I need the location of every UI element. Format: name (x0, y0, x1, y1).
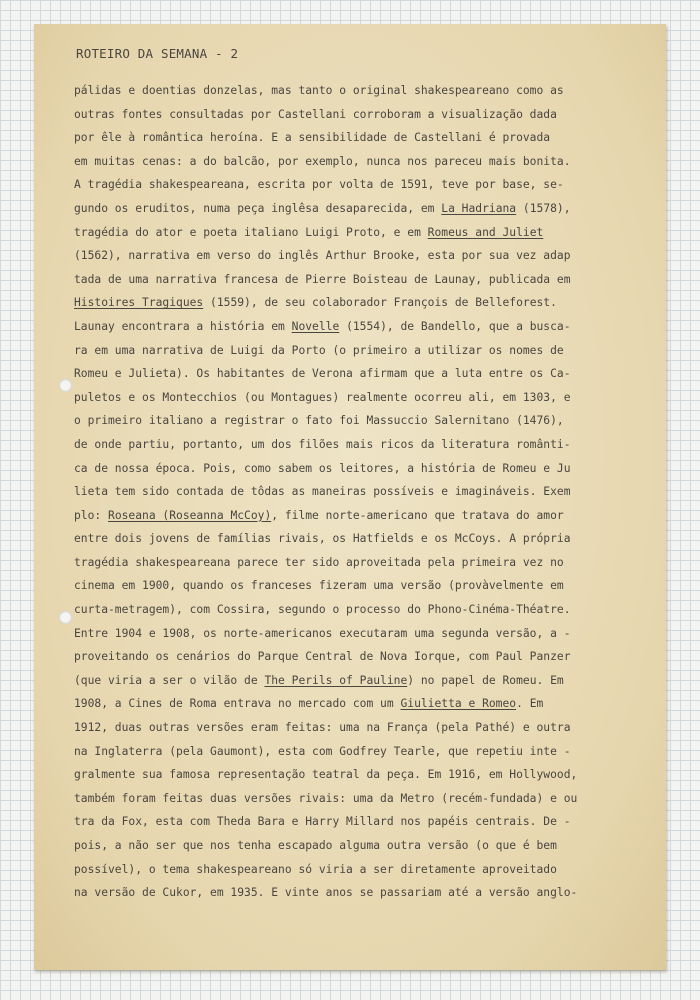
text-run: tra da Fox, esta com Theda Bara e Harry Millard nos papéis centrais. De - (74, 815, 571, 829)
text-run: de onde partiu, portanto, um dos filões mais ricos da literatura românti- (74, 437, 571, 451)
text-run: o primeiro italiano a registrar o fato foi Massuccio Salernitano (1476), (74, 414, 564, 428)
text-line (74, 480, 664, 504)
text-line (74, 645, 664, 669)
text-line (74, 409, 664, 433)
text-line (74, 173, 664, 197)
text-run: na Inglaterra (pela Gaumont), esta com Godfrey Tearle, que repetiu inte - (74, 744, 571, 758)
underlined-title: Histoires Tragiques (74, 296, 204, 310)
text-run: gralmente sua famosa representação teatral da peça. Em 1916, em Hollywood, (74, 768, 578, 782)
text-run: plo: (74, 508, 109, 522)
text-run: ra em uma narrativa de Luigi da Porto (o primeiro a utilizar os nomes de (74, 343, 564, 357)
text-run: (1559), de seu colaborador François de Belleforest. (203, 296, 557, 310)
text-run: outras fontes consultadas por Castellani corroboram a visualização dada (74, 107, 557, 121)
text-run: (1578), (516, 201, 571, 215)
text-line (74, 504, 664, 528)
text-run: possível), o tema shakespeareano só viria a ser diretamente aproveitado (74, 862, 557, 876)
text-line (74, 244, 664, 268)
text-line (74, 103, 664, 127)
text-line (74, 362, 664, 386)
text-line (74, 433, 664, 457)
text-line (74, 150, 664, 174)
punch-hole (59, 611, 72, 624)
text-line (74, 291, 664, 315)
text-run: cinema em 1900, quando os franceses fizeram uma versão (provàvelmente em (74, 579, 564, 593)
text-run: proveitando os cenários do Parque Central de Nova Iorque, com Paul Panzer (74, 650, 571, 664)
text-line (74, 551, 664, 575)
underlined-title: Roseana (Roseanna McCoy) (108, 508, 272, 522)
page-header: ROTEIRO DA SEMANA - 2 (76, 46, 239, 61)
text-line (74, 79, 664, 103)
text-run: gundo os eruditos, numa peça inglêsa desaparecida, em (74, 201, 442, 215)
text-run: . Em (516, 697, 544, 711)
text-run: Entre 1904 e 1908, os norte-americanos executaram uma segunda versão, a - (74, 626, 571, 640)
text-line (74, 315, 664, 339)
text-run: entre dois jovens de famílias rivais, os Hatfields e os McCoys. A própria (74, 532, 571, 546)
text-run: A tragédia shakespeareana, escrita por volta de 1591, teve por base, se- (74, 178, 564, 192)
text-line (74, 692, 664, 716)
typed-page (34, 24, 666, 970)
text-run: ) no papel de Romeu. Em (407, 673, 564, 687)
text-line (74, 527, 664, 551)
text-run: 1908, a Cines de Roma entrava no mercado com um (74, 697, 401, 711)
text-run: em muitas cenas: a do balcão, por exemplo, nunca nos pareceu mais bonita. (74, 154, 571, 168)
text-line (74, 716, 664, 740)
text-line (74, 787, 664, 811)
text-line (74, 763, 664, 787)
text-line (74, 622, 664, 646)
text-line (74, 268, 664, 292)
text-run: tragédia do ator e poeta italiano Luigi Proto, e em (74, 225, 428, 239)
text-line (74, 574, 664, 598)
text-run: ca de nossa época. Pois, como sabem os leitores, a história de Romeu e Ju (74, 461, 571, 475)
underlined-title: The Perils of Pauline (264, 673, 408, 687)
text-run: (que viria a ser o vilão de (74, 673, 265, 687)
text-run: pois, a não ser que nos tenha escapado alguma outra versão (o que é bem (74, 839, 557, 852)
underlined-title: Giulietta e Romeo (400, 697, 517, 711)
text-line (74, 386, 664, 410)
text-run: , filme norte-americano que tratava do amor (271, 508, 564, 522)
text-run: também foram feitas duas versões rivais: uma da Metro (recém-fundada) e ou (74, 791, 578, 805)
text-line (74, 339, 664, 363)
text-run: Launay encontrara a história em (74, 319, 292, 333)
text-run: pálidas e doentias donzelas, mas tanto o original shakespeareano como as (74, 84, 564, 97)
text-run: puletos e os Montecchios (ou Montagues) realmente ocorreu ali, em 1303, e (74, 390, 571, 404)
text-run: 1912, duas outras versões eram feitas: uma na França (pela Pathé) e outra (74, 721, 571, 735)
text-run: lieta tem sido contada de tôdas as maneiras possíveis e imagináveis. Exem (74, 485, 571, 499)
text-line (74, 881, 664, 905)
underlined-title: Novelle (291, 319, 340, 333)
text-line (74, 810, 664, 834)
text-line (74, 221, 664, 245)
underlined-title: Romeus and Juliet (427, 225, 544, 239)
text-run: tada de uma narrativa francesa de Pierre Boisteau de Launay, publicada em (74, 272, 571, 286)
text-run: curta-metragem), com Cossira, segundo o processo do Phono-Cinéma-Théatre. (74, 603, 571, 617)
typed-body-text (74, 79, 664, 905)
text-line (74, 858, 664, 882)
text-run: por êle à romântica heroína. E a sensibilidade de Castellani é provada (74, 131, 551, 145)
text-run: (1562), narrativa em verso do inglês Arthur Brooke, esta por sua vez adap (74, 249, 571, 263)
text-line (74, 669, 664, 693)
text-line (74, 197, 664, 221)
text-run: (1554), de Bandello, que a busca- (339, 319, 571, 333)
text-line (74, 598, 664, 622)
text-run: na versão de Cukor, em 1935. E vinte anos se passariam até a versão anglo- (74, 886, 578, 900)
text-line (74, 457, 664, 481)
text-run: Romeu e Julieta). Os habitantes de Verona afirmam que a luta entre os Ca- (74, 367, 571, 381)
underlined-title: La Hadriana (441, 201, 517, 215)
text-line (74, 834, 664, 858)
text-line (74, 740, 664, 764)
punch-hole (59, 379, 72, 392)
text-line (74, 126, 664, 150)
text-run: tragédia shakespeareana parece ter sido aproveitada pela primeira vez no (74, 555, 564, 569)
